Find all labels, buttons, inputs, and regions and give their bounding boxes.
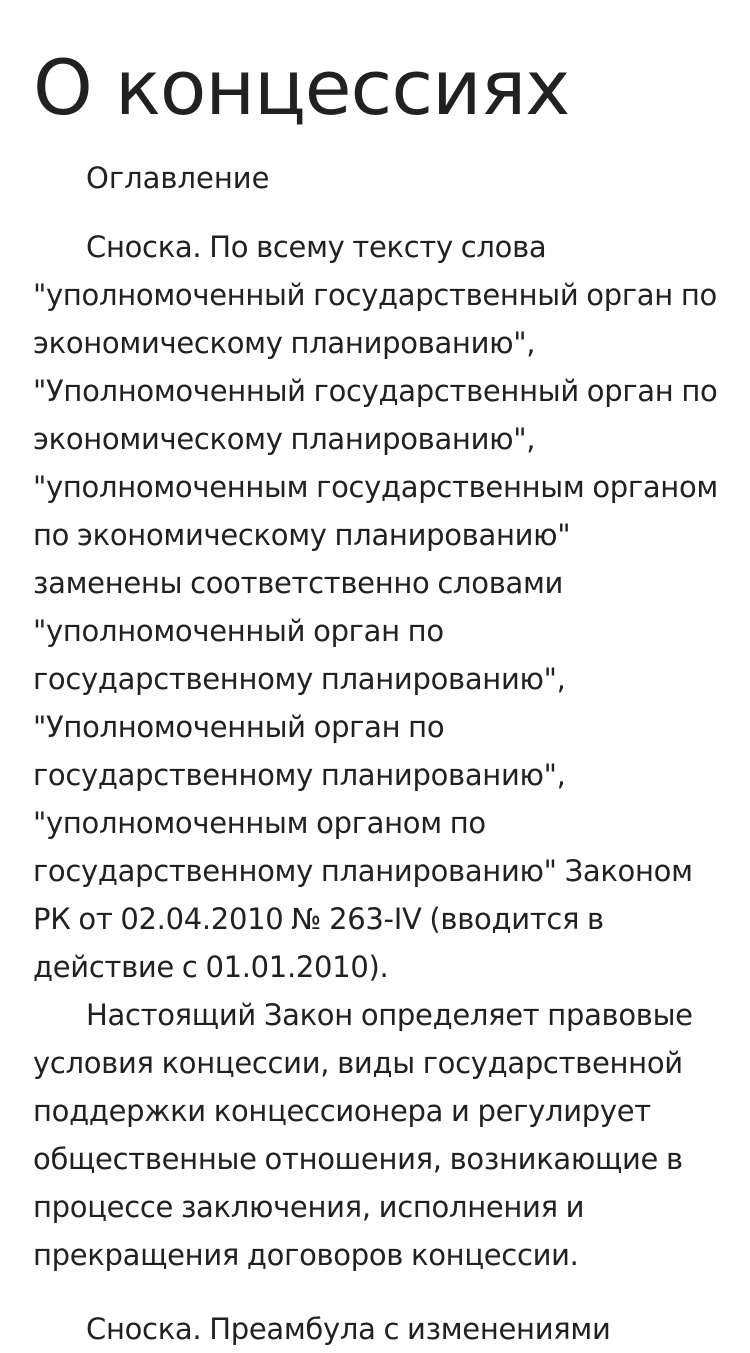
preamble-footnote-paragraph: Сноска. Преамбула с изменениями xyxy=(86,1312,611,1346)
document-content xyxy=(33,0,723,1353)
table-of-contents-link[interactable]: Оглавление xyxy=(86,161,270,195)
footnote-paragraph: Сноска. По всему тексту слова "уполномоченный государственный орган по экономическому планированию", "Уполномоченный государственный орган по экономическому планированию", "уполномоченным государственным органом по экономическому планированию" заменены соответственно словами "уполномоченный орган по государственному планированию", "Уполномоченный орган по государственному планированию", "уполномоченным органом по государственному планированию" Законом РК от 02.04.2010 № 263-IV (вводится в действие с 01.01.2010). xyxy=(33,230,718,984)
page-title: О концессиях xyxy=(33,43,570,132)
preamble-paragraph: Настоящий Закон определяет правовые условия концессии, виды государственной поддержки концессионера и регулирует общественные отношения, возникающие в процессе заключения, исполнения и прекращения договоров концессии. xyxy=(33,998,693,1272)
